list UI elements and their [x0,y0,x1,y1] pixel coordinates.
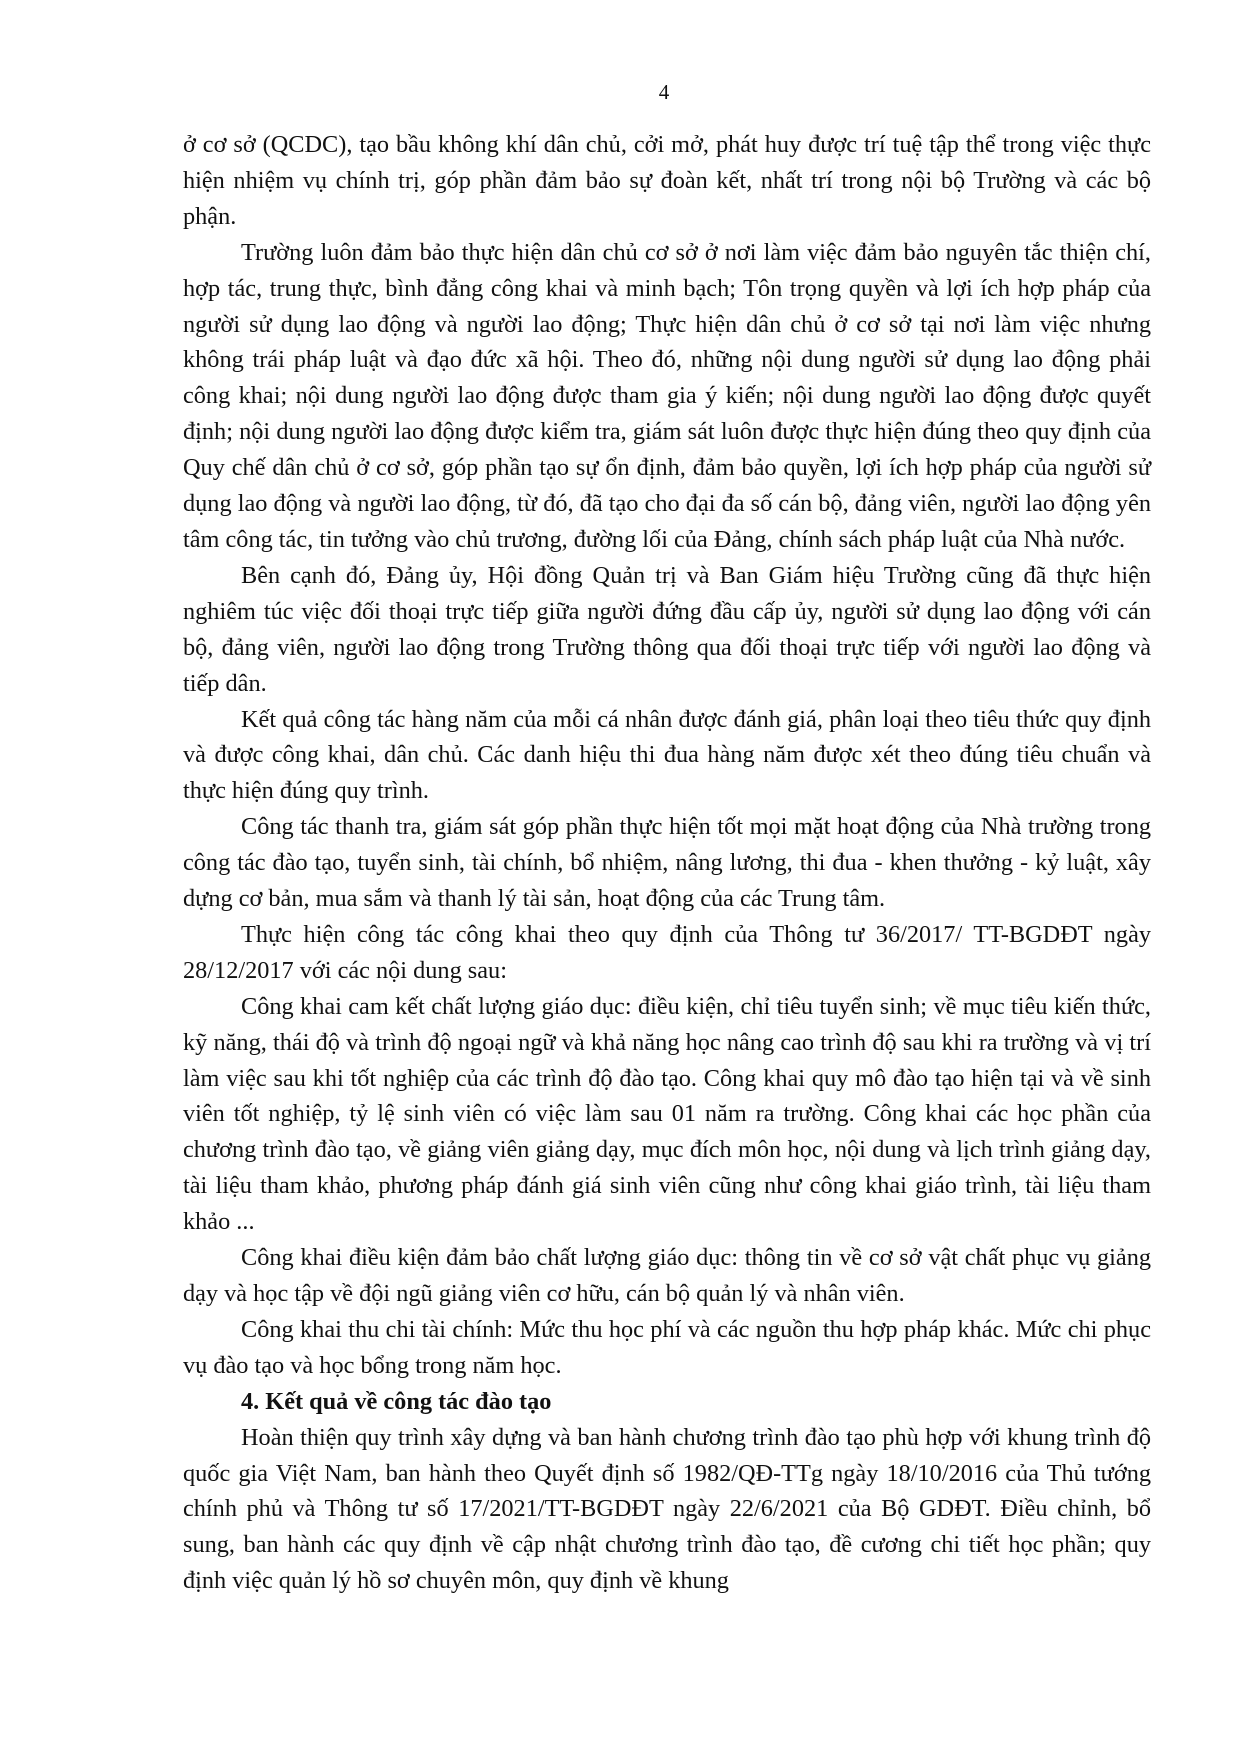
section-heading: 4. Kết quả về công tác đào tạo [241,1387,552,1415]
page-number: 4 [658,80,670,104]
paragraph: Hoàn thiện quy trình xây dựng và ban hành chương trình đào tạo phù hợp với khung trình độ quốc gia Việt Nam, ban hành theo Quyết định số 1982/QĐ-TTg ngày 18/10/2016 của Thủ tướng chính phủ và Thông tư số 17/2021/TT-BGDĐT ngày 22/6/2021 của Bộ GDĐT. Điều chỉnh, bổ sung, ban hành các quy định về cập nhật chương trình đào tạo, đề cương chi tiết học phần; quy định việc quản lý hồ sơ chuyên môn, quy định về khung [183,1423,1151,1595]
paragraph: Công tác thanh tra, giám sát góp phần thực hiện tốt mọi mặt hoạt động của Nhà trường trong công tác đào tạo, tuyển sinh, tài chính, bổ nhiệm, nâng lương, thi đua - khen thưởng - kỷ luật, xây dựng cơ bản, mua sắm và thanh lý tài sản, hoạt động của các Trung tâm. [183,813,1151,913]
paragraph: Công khai thu chi tài chính: Mức thu học phí và các nguồn thu hợp pháp khác. Mức chi phục vụ đào tạo và học bổng trong năm học. [183,1315,1151,1379]
paragraph: Thực hiện công tác công khai theo quy định của Thông tư 36/2017/ TT-BGDĐT ngày 28/12/2017 với các nội dung sau: [183,920,1151,984]
paragraph-continuation: ở cơ sở (QCDC), tạo bầu không khí dân chủ, cởi mở, phát huy được trí tuệ tập thể trong việc thực hiện nhiệm vụ chính trị, góp phần đảm bảo sự đoàn kết, nhất trí trong nội bộ Trường và các bộ phận. [183,131,1151,230]
paragraph: Bên cạnh đó, Đảng ủy, Hội đồng Quản trị và Ban Giám hiệu Trường cũng đã thực hiện nghiêm túc việc đối thoại trực tiếp giữa người đứng đầu cấp ủy, người sử dụng lao động với cán bộ, đảng viên, người lao động trong Trường thông qua đối thoại trực tiếp với người lao động và tiếp dân. [183,561,1151,697]
paragraph: Công khai điều kiện đảm bảo chất lượng giáo dục: thông tin về cơ sở vật chất phục vụ giảng dạy và học tập về đội ngũ giảng viên cơ hữu, cán bộ quản lý và nhân viên. [183,1244,1151,1307]
paragraph: Kết quả công tác hàng năm của mỗi cá nhân được đánh giá, phân loại theo tiêu thức quy định và được công khai, dân chủ. Các danh hiệu thi đua hàng năm được xét theo đúng tiêu chuẩn và thực hiện đúng quy trình. [183,705,1151,805]
paragraph: Trường luôn đảm bảo thực hiện dân chủ cơ sở ở nơi làm việc đảm bảo nguyên tắc thiện chí, hợp tác, trung thực, bình đẳng công khai và minh bạch; Tôn trọng quyền và lợi ích hợp pháp của người sử dụng lao động và người lao động; Thực hiện dân chủ ở cơ sở tại nơi làm việc nhưng không trái pháp luật và đạo đức xã hội. Theo đó, những nội dung người sử dụng lao động phải công khai; nội dung người lao động được tham gia ý kiến; nội dung người lao động được quyết định; nội dung người lao động được kiểm tra, giám sát luôn được thực hiện đúng theo quy định của Quy chế dân chủ ở cơ sở, góp phần tạo sự ổn định, đảm bảo quyền, lợi ích hợp pháp của người sử dụng lao động và người lao động, từ đó, đã tạo cho đại đa số cán bộ, đảng viên, người lao động yên tâm công tác, tin tưởng vào chủ trương, đường lối của Đảng, chính sách pháp luật của Nhà nước. [183,238,1151,553]
paragraph: Công khai cam kết chất lượng giáo dục: điều kiện, chỉ tiêu tuyển sinh; về mục tiêu kiến thức, kỹ năng, thái độ và trình độ ngoại ngữ và khả năng học nâng cao trình độ sau khi ra trường và vị trí làm việc sau khi tốt nghiệp của các trình độ đào tạo. Công khai quy mô đào tạo hiện tại và về sinh viên tốt nghiệp, tỷ lệ sinh viên có việc làm sau 01 năm ra trường. Công khai các học phần của chương trình đào tạo, về giảng viên giảng dạy, mục đích môn học, nội dung và lịch trình giảng dạy, tài liệu tham khảo, phương pháp đánh giá sinh viên cũng như công khai giáo trình, tài liệu tham khảo ... [183,992,1151,1236]
document-body [183,127,1151,1599]
